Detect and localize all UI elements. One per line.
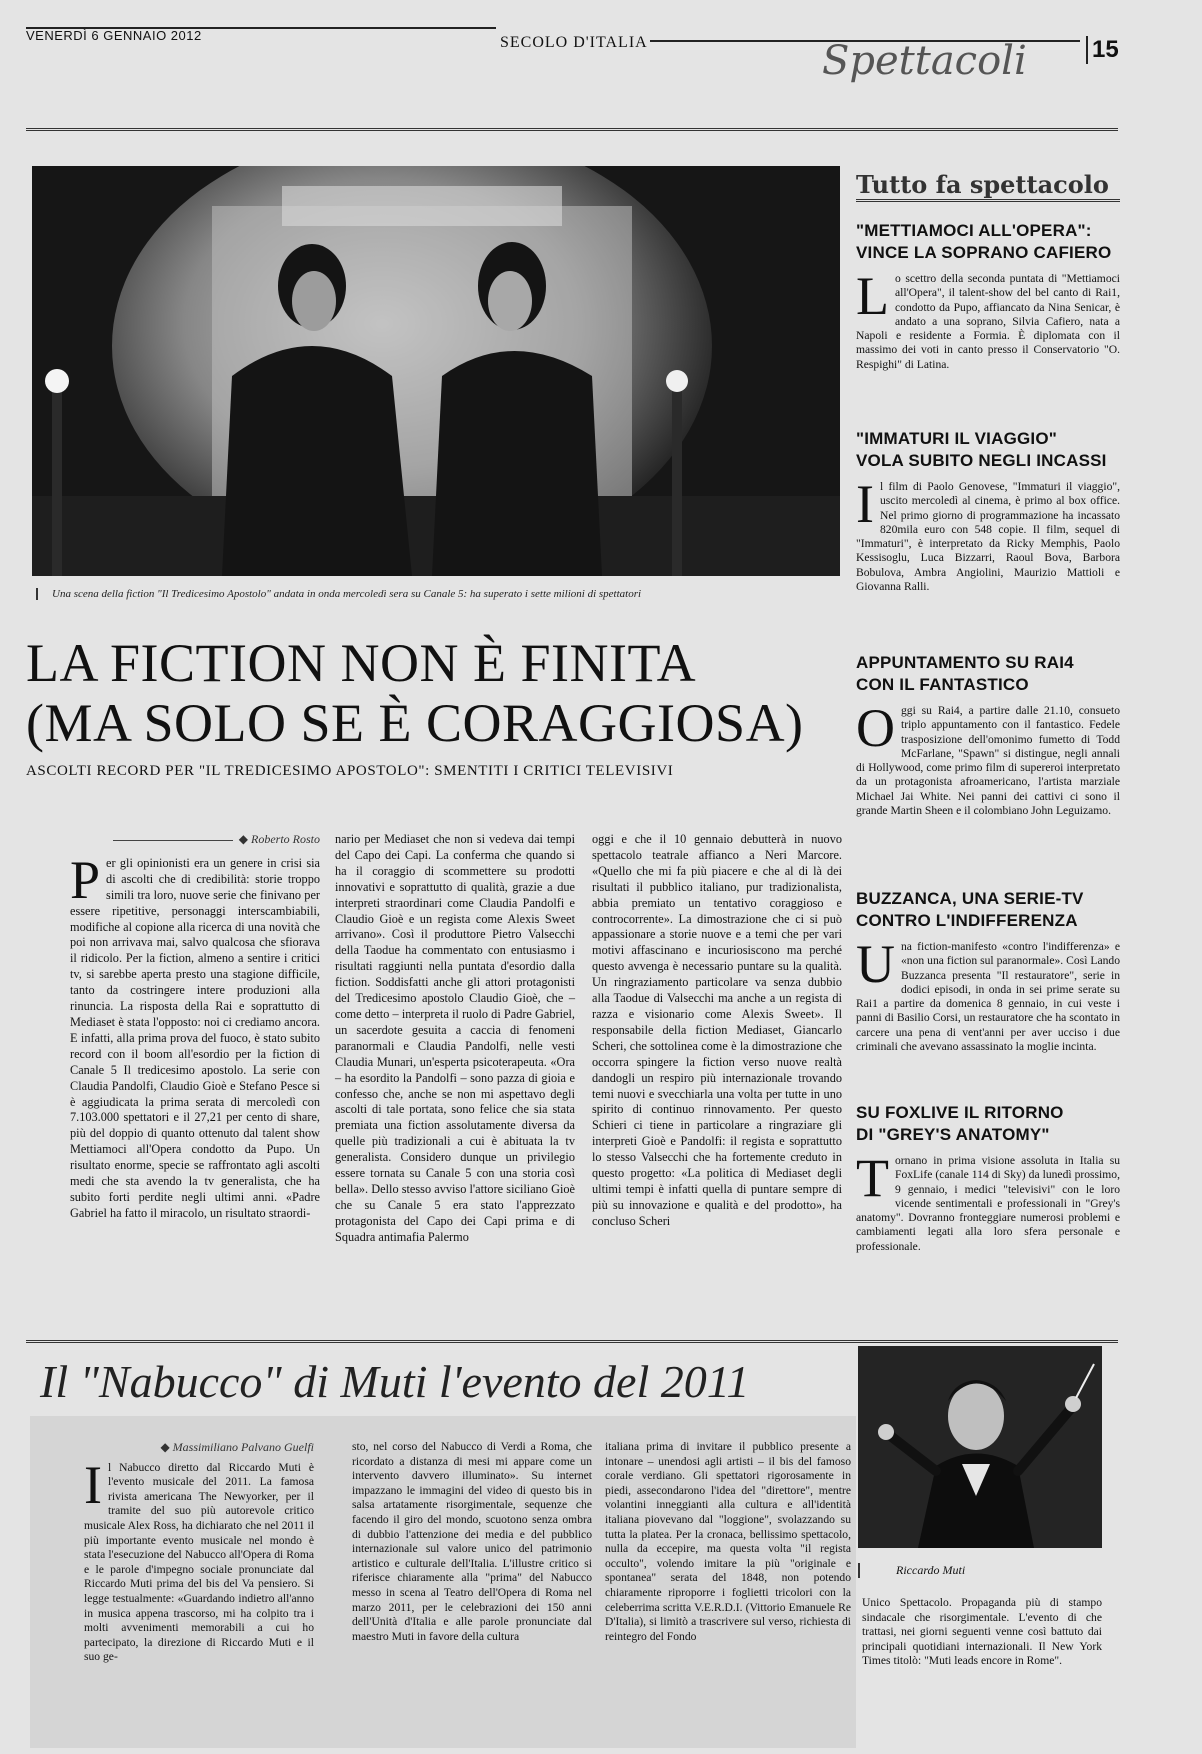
sidebar-item-opera: "METTIAMOCI ALL'OPERA": VINCE LA SOPRANO CAFIERO Lo scettro della seconda puntata di "Mettiamoci all'Opera", il talent-show del bel canto di Rai1, condotto da Pupo, affiancato da Nina Senicar, è andato a una soprano, Silvia Cafiero, nata a Napoli e residente a Formia. È diplomata con il massimo dei voti in canto presso il Conservatorio "O. Respighi" di Latina.: [856, 221, 1120, 371]
article-text-col1: er gli opinionisti era un genere in crisi sia di ascolti che di credibilità: storie troppo simili tra loro, nuove serie che finivano per essere ripetitive, personaggi interscambiabili, modifiche al copione alla ricerca di una novità che poi non arrivava mai, salvo qualcosa che sfiorava il ridicolo. Per la fiction, almeno a sentire i critici tv, si sarebbe aperta presto una stagione difficile, tanto da costringere intere produzioni alla rinuncia. La risposta della Rai e soprattutto di Mediaset è stata l'opposto: noi ci crediamo ancora. E infatti, alla prima prova del fuoco, è stato subito record con il boom all'esordio per la fiction di Canale 5 Il tredicesimo apostolo. La serie con Claudia Pandolfi, Claudio Gioè e Stefano Pesce si è aggiudicata la prima serata di mercoledì con 7.103.000 spettatori e il 27,21 per cento di share, più del doppio di quanto ottenuto dal talent show Mettiamoci all'Opera condotto da Pupo. Un risultato enorme, specie se raffrontato agli ascolti medi che sta avendo la tv generalista, che ha subito forti perdite negli ultimi anni. «Padre Gabriel ha fatto il miracolo, un risultato straordi-: [70, 855, 320, 1220]
page-number: 15: [1086, 36, 1119, 64]
fiction-scene-photo: [32, 166, 840, 576]
header-divider: [26, 128, 1118, 131]
nabucco-column-4: Unico Spettacolo. Propaganda più di stampo sindacale che risorgimentale. L'evento di che trattasi, nei giorni seguenti venne così battuto dai principali quotidiani internazionali. Il New York Times titolò: "Muti leads encore in Rome".: [862, 1596, 1102, 1668]
article-column-2: [335, 832, 575, 1246]
article-dropcap: P: [70, 849, 101, 910]
sidebar-heading: BUZZANCA, UNA SERIE-TV CONTRO L'INDIFFERENZA: [856, 889, 1084, 930]
sidebar-item-rai4: APPUNTAMENTO SU RAI4 CON IL FANTASTICO Oggi su Rai4, a partire dalle 21.10, consueto triplo appuntamento con il fantastico. Fedele trasposizione dell'omonimo fumetto di Todd McFarlane, "Spawn" si distingue, negli annali di Hollywood, come primo film di supereroi interpretato da un protagonista afroamericano, l'artista marziale Michael Jai White. Nei panni dei cattivi ci sono il grande Martin Sheen e il colombiano John Leguizamo.: [856, 653, 1120, 818]
article-subheadline: ASCOLTI RECORD PER "IL TREDICESIMO APOSTOLO": SMENTITI I CRITICI TELEVISIVI: [26, 763, 674, 779]
nabucco-column-1: ◆ Massimiliano Palvano Guelfi Il Nabucco diretto dal Riccardo Muti è l'evento musicale del 2011. La famosa rivista americana The Newyorker, per il tramite del suo più autorevole critico musicale Alex Ross, ha dichiarato che nel 2011 il più importante evento musicale nel mondo è stata l'esecuzione del Nabucco all'Opera di Roma e le parole d'impegno sociale pronunciate dal Riccardo Muti prima del bis del Va pensiero. Si legge testualmente: «Guardando indietro all'anno in musica appena trascorso, mi ha colpito tra i molti avvenimenti memorabili a cui ho partecipato, la direzione di Riccardo Muti e il suo ge-: [84, 1440, 314, 1664]
sidebar-heading: "METTIAMOCI ALL'OPERA": VINCE LA SOPRANO CAFIERO: [856, 221, 1112, 262]
nabucco-column-2: sto, nel corso del Nabucco di Verdi a Roma, che ricordato a distanza di mesi mi appare come un intervento davvero illuminato». Su internet impazzano le immagini del video di questo bis in salsa artatamente risorgimentale, sequenze che facendo il giro del mondo, scuotono senza ombra di dubbio l'attenzione dei media e del pubblico internazionale sul valore unico del patrimonio artistico e culturale dell'Italia. L'illustre critico si riferisce chiaramente alla "prima" del Nabucco messo in scena al Teatro dell'Opera di Roma nel marzo 2011, per le celebrazioni dei 150 anni dell'Unità d'Italia e alle parole pronunciate dal maestro Muti in favore della cultura: [352, 1440, 592, 1643]
sidebar-heading: APPUNTAMENTO SU RAI4 CON IL FANTASTICO: [856, 653, 1074, 694]
sidebar-heading: SU FOXLIVE IL RITORNO DI "GREY'S ANATOMY": [856, 1103, 1064, 1144]
publication-name: SECOLO D'ITALIA: [500, 34, 648, 51]
nabucco-byline: ◆ Massimiliano Palvano Guelfi: [160, 1440, 314, 1454]
header-date: VENERDÌ 6 GENNAIO 2012: [26, 28, 202, 43]
sidebar-title: Tutto fa spettacolo: [856, 170, 1120, 202]
sidebar-item-greys-anatomy: SU FOXLIVE IL RITORNO DI "GREY'S ANATOMY" Tornano in prima visione assoluta in Italia su FoxLife (canale 114 di Sky) da lunedì prossimo, 9 gennaio, i medici "televisivi" con le loro vicende sentimentali e professionali in "Grey's anatomy". Dovranno fronteggiare numerosi problemi e cambiamenti legati alla loro sfera personale e professionale.: [856, 1103, 1120, 1253]
article-headline: [26, 633, 846, 753]
article-column-1: [70, 832, 320, 1222]
muti-photo-caption: Riccardo Muti: [858, 1563, 1136, 1578]
nabucco-headline: Il "Nabucco" di Muti l'evento del 2011: [40, 1356, 750, 1407]
photo-caption: Una scena della fiction "Il Tredicesimo Apostolo" andata in onda mercoledì sera su Canale 5: ha superato i sette milioni di spettatori: [36, 588, 842, 600]
sidebar-heading: "IMMATURI IL VIAGGIO" VOLA SUBITO NEGLI INCASSI: [856, 429, 1107, 470]
article-byline: ◆ Roberto Rosto: [70, 832, 320, 848]
headline-line-2: (MA SOLO SE È CORAGGIOSA): [26, 693, 804, 753]
nabucco-column-3: italiana prima di invitare il pubblico presente a intonare – unendosi agli artisti – il bis del famoso corale verdiano. Gli spettatori rigorosamente in piedi, assecondarono l'idea del "direttore", mentre volantini inneggianti alla cultura e all'identità italiana piovevano dal "loggione", svolazzando su tutta la platea. Per la cronaca, bellissimo spettacolo, nulla da eccepire, ma questa volta "il regista occulto", volendo imitare la più "originale e spontanea" serata del 1848, non potendo chiaramente riproporre i foglietti tricolori con la celeberrima scritta V.E.R.D.I. (Vittorio Emanuele Re D'Italia), si limitò a trascrivere sul verso, richiesta di reintegro del Fondo: [605, 1440, 851, 1643]
article-column-3: [592, 832, 842, 1230]
article-text-col3: oggi e che il 10 gennaio debutterà in nuovo spettacolo teatrale affianco a Neri Marcore. «Quello che mi fa più piacere e che al di là dei risultati il pubblico italiano, pur tradizionalista, abbia premiato un tentativo coraggioso e controcorrente». La dimostrazione che ci si può appassionare a storie nuove e a temi che per vari motivi affascinano e incuriosiscono ma perché questo avvenga è necessario puntare su la qualità. Un ringraziamento particolare va senza dubbio alla Taodue di Valsecchi ma anche a un regista di razza e visionario come Alexis Sweet». Il responsabile della fiction Mediaset, Giancarlo Scheri, che sottolinea come è la dimostrazione che occorra spingere la fiction verso nuove realtà dandogli un respiro più internazionale trovando temi nuovi e svecchiarla una volta per tutte in uno spirito di continuo rinnovamento. Per questo Schieri ci tiene in particolare a ringraziare gli interpreti Gioè e Pandolfi: il regista e soprattutto lo stesso Valsecchi che ha fortemente creduto in questo progetto: «La politica di Mediaset degli ultimi tempi è infatti quella di puntare sempre di più su innovazione e qualità e del prodotto», ha concluso Scheri: [592, 832, 842, 1228]
article-text-col2: nario per Mediaset che non si vedeva dai tempi del Capo dei Capi. La conferma che quando si ha il coraggio di scommettere su prodotti innovativi e soprattutto di qualità, grazie a due interpreti straordinari come Claudia Pandolfi e Claudio Gioè e un regista come Alexis Sweet arrivano». Così il produttore Pietro Valsecchi della Taodue ha commentato con entusiasmo i risultati raggiunti nella puntata d'esordio dalla fiction. Soddisfatti anche gli attori protagonisti del Tredicesimo apostolo Claudio Gioè, che – come detto – interpreta il ruolo di Padre Gabriel, un sacerdote gesuita a caccia di fenomeni paranormali e Claudia Pandolfi, nelle vesti Claudia Munari, un'esperta psicoterapeuta. «Ora – ha esordito la Pandolfi – sono pazza di gioia e confesso che, anche se non mi aspettavo degli ascolti di tale portata, sono felice che sia stata premiata una fiction assolutamente diversa da quelle più tradizionali a cui è abituata la tv generalista. Considero dunque un privilegio essere tornata su Canale 5 con una storia così bella». Dello stesso avviso l'attore siciliano Gioè che su Canale 5 era stato l'apprezzato protagonista del Capo dei Capi prima e di Squadra antimafia Palermo: [335, 832, 575, 1244]
sidebar-item-immaturi: "IMMATURI IL VIAGGIO" VOLA SUBITO NEGLI INCASSI Il film di Paolo Genovese, "Immaturi il viaggio", uscito mercoledì al cinema, è primo al box office. Nel primo giorno di programmazione ha incassato 820mila euro con 548 copie. Il film, sequel di "Immaturi", è interpretato da Ricky Memphis, Paolo Kessisoglu, Luca Bizzarri, Raoul Bova, Barbora Bobulova, Ambra Angiolini, Maurizio Mattioli e Giovanna Ralli.: [856, 429, 1120, 594]
section-title: Spettacoli: [822, 38, 1027, 84]
nabucco-dropcap: I: [84, 1454, 102, 1515]
sidebar-item-buzzanca: BUZZANCA, UNA SERIE-TV CONTRO L'INDIFFERENZA Una fiction-manifesto «contro l'indifferenza» e «non una fiction sul paranormale». Così Lando Buzzanca presenta "Il restauratore", serie in dodici episodi, in onda in sei prime serate su Rai1 a partire da domenica 8 gennaio, in cui veste i panni di Basilio Corsi, un restauratore che ha scontato in carcere una pena di vent'anni per aver ucciso i due criminali che avevano assassinato la moglie incinta.: [856, 889, 1120, 1054]
headline-line-1: LA FICTION NON È FINITA: [26, 633, 697, 693]
riccardo-muti-photo: [858, 1346, 1102, 1548]
section-divider: [26, 1340, 1118, 1343]
